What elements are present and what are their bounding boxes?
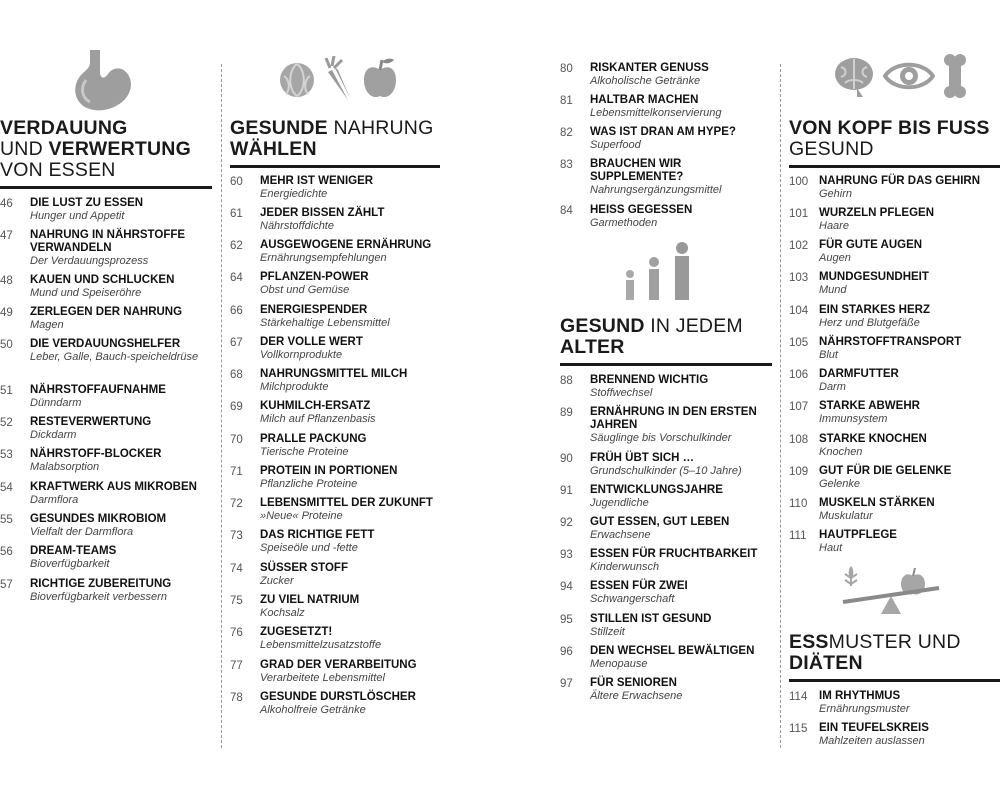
entry-title: NAHRUNGSMITTEL MILCH <box>260 368 408 380</box>
section-gesund-in-jedem-alter <box>560 0 772 800</box>
toc-entry <box>230 239 440 265</box>
toc-entry <box>230 465 440 491</box>
page-number: 67 <box>230 337 243 349</box>
entry-title: ERNÄHRUNG IN DEN ERSTEN JAHREN <box>590 406 757 431</box>
entry-title: FRÜH ÜBT SICH … <box>590 452 695 464</box>
entry-subtitle: Dünndarm <box>30 397 82 409</box>
entry-title: MUNDGESUNDHEIT <box>819 271 929 283</box>
entry-subtitle: Stoffwechsel <box>590 387 653 399</box>
section-icons <box>278 56 398 100</box>
entry-title: PRALLE PACKUNG <box>260 433 367 445</box>
entry-subtitle: Vielfalt der Darmflora <box>30 526 134 538</box>
page-number: 108 <box>789 434 809 446</box>
entry-title: GESUNDE DURSTLÖSCHER <box>260 691 416 703</box>
cabbage-icon <box>278 56 316 100</box>
page-number: 104 <box>789 305 809 317</box>
entry-title: SÜSSER STOFF <box>260 562 348 574</box>
page-number: 61 <box>230 208 243 220</box>
toc-entry <box>789 175 1000 201</box>
section-icons <box>833 54 967 98</box>
entry-subtitle: Nährstoffdichte <box>260 220 334 232</box>
toc-entry <box>230 529 440 555</box>
toc-entry <box>0 274 212 300</box>
page-number: 103 <box>789 272 809 284</box>
page-number: 53 <box>0 449 13 461</box>
toc-entry <box>560 580 772 606</box>
entry-title: HEISS GEGESSEN <box>590 204 693 216</box>
toc-entry <box>560 516 772 542</box>
entry-subtitle: Darmflora <box>30 494 79 506</box>
page-number: 94 <box>560 581 573 593</box>
page-number: 95 <box>560 614 573 626</box>
heading-rule <box>789 679 1000 682</box>
entry-subtitle: Bioverfügbarkeit <box>30 558 110 570</box>
entry-title: EIN STARKES HERZ <box>819 304 930 316</box>
entry-subtitle: Der Verdauungsprozess <box>30 255 149 267</box>
entry-title: ENTWICKLUNGSJAHRE <box>590 484 723 496</box>
page-number: 72 <box>230 498 243 510</box>
entry-title: GESUNDES MIKROBIOM <box>30 513 167 525</box>
entry-subtitle: Vollkornprodukte <box>260 349 343 361</box>
entry-title: NÄHRSTOFF-BLOCKER <box>30 448 162 460</box>
entry-title: NAHRUNG IN NÄHRSTOFFE VERWANDELN <box>30 229 186 254</box>
entry-title: STARKE KNOCHEN <box>819 433 927 445</box>
page-number: 77 <box>230 660 243 672</box>
toc-entry <box>789 497 1000 523</box>
page-number: 73 <box>230 530 243 542</box>
entry-title: JEDER BISSEN ZÄHLT <box>260 207 385 219</box>
toc-entry <box>560 94 772 120</box>
entry-title: PROTEIN IN PORTIONEN <box>260 465 398 477</box>
entry-subtitle: Schwangerschaft <box>590 593 675 605</box>
entry-title: BRAUCHEN WIR SUPPLEMENTE? <box>590 158 684 183</box>
heading-rule <box>560 363 772 366</box>
entry-title: HALTBAR MACHEN <box>590 94 699 106</box>
toc-entry <box>789 433 1000 459</box>
page-number: 51 <box>0 385 13 397</box>
entry-title: NAHRUNG FÜR DAS GEHIRN <box>819 175 980 187</box>
toc-entry <box>230 691 440 717</box>
toc-entry <box>560 548 772 574</box>
page-number: 93 <box>560 549 573 561</box>
page-number: 52 <box>0 417 13 429</box>
toc-entry <box>230 497 440 523</box>
page-number: 92 <box>560 517 573 529</box>
apple-icon <box>362 56 398 100</box>
page-number: 101 <box>789 208 809 220</box>
entry-subtitle: Ältere Erwachsene <box>590 690 683 702</box>
entry-title: STILLEN IST GESUND <box>590 613 712 625</box>
entry-title: MUSKELN STÄRKEN <box>819 497 935 509</box>
section-gesunde-nahrung <box>230 0 440 800</box>
entry-title: DREAM-TEAMS <box>30 545 117 557</box>
entry-subtitle: Milch auf Pflanzenbasis <box>260 413 376 425</box>
eye-icon <box>883 55 935 97</box>
entry-subtitle: Tierische Proteine <box>260 446 349 458</box>
toc-entry <box>789 368 1000 394</box>
page-number: 69 <box>230 401 243 413</box>
toc-entry <box>789 207 1000 233</box>
entry-subtitle: Obst und Gemüse <box>260 284 350 296</box>
section-heading: GESUND IN JEDEM ALTER <box>560 316 772 366</box>
page-number: 84 <box>560 205 573 217</box>
toc-entry <box>789 239 1000 265</box>
entry-title: RISKANTER GENUSS <box>590 62 709 74</box>
page-number: 100 <box>789 176 809 188</box>
entry-title: WAS IST DRAN AM HYPE? <box>590 126 736 138</box>
toc-entry <box>230 400 440 426</box>
toc-entry <box>789 304 1000 330</box>
entry-subtitle: Ernährungsempfehlungen <box>260 252 387 264</box>
entry-title: EIN TEUFELSKREIS <box>819 722 929 734</box>
entry-subtitle: Hunger und Appetit <box>30 210 125 222</box>
page-number: 90 <box>560 453 573 465</box>
toc-entry <box>230 659 440 685</box>
section-icons <box>620 242 700 300</box>
entry-subtitle: Superfood <box>590 139 641 151</box>
toc-entry <box>560 374 772 400</box>
toc-entry <box>230 562 440 588</box>
entry-subtitle: Lebensmittelkonservierung <box>590 107 722 119</box>
entry-subtitle: Bioverfügbarkeit verbessern <box>30 591 167 603</box>
toc-entry <box>789 336 1000 362</box>
page-number: 54 <box>0 482 13 494</box>
entry-subtitle: Zucker <box>260 575 294 587</box>
page-number: 81 <box>560 95 573 107</box>
toc-entry <box>789 271 1000 297</box>
entry-title: BRENNEND WICHTIG <box>590 374 709 386</box>
entry-subtitle: Darm <box>819 381 846 393</box>
page-number: 47 <box>0 230 13 242</box>
entry-title: MEHR IST WENIGER <box>260 175 374 187</box>
toc-entry <box>789 722 1000 748</box>
toc-entry <box>230 433 440 459</box>
entry-subtitle: Säuglinge bis Vorschulkinder <box>590 432 732 444</box>
page-number: 89 <box>560 407 573 419</box>
section-verdauung <box>0 0 212 800</box>
page-number: 88 <box>560 375 573 387</box>
entry-subtitle: Immunsystem <box>819 413 888 425</box>
section-heading: VON KOPF BIS FUSS GESUND <box>789 118 1000 168</box>
entry-subtitle: Grundschulkinder (5–10 Jahre) <box>590 465 742 477</box>
entry-subtitle: Speiseöle und -fette <box>260 542 358 554</box>
toc-entry <box>0 481 212 507</box>
entry-title: DEN WECHSEL BEWÄLTIGEN <box>590 645 755 657</box>
page-number: 66 <box>230 305 243 317</box>
entry-title: ZUGESETZT! <box>260 626 333 638</box>
entry-title: KRAFTWERK AUS MIKROBEN <box>30 481 197 493</box>
entry-subtitle: Kinderwunsch <box>590 561 660 573</box>
page-number: 48 <box>0 275 13 287</box>
brain-icon <box>833 55 875 97</box>
entry-subtitle: Verarbeitete Lebensmittel <box>260 672 385 684</box>
entry-title: PFLANZEN-POWER <box>260 271 369 283</box>
entry-subtitle: Kochsalz <box>260 607 305 619</box>
page-number: 105 <box>789 337 809 349</box>
entry-subtitle: Dickdarm <box>30 429 77 441</box>
entry-subtitle: Stillzeit <box>590 626 625 638</box>
entry-subtitle: Menopause <box>590 658 648 670</box>
entry-subtitle: Energiedichte <box>260 188 328 200</box>
page-number: 106 <box>789 369 809 381</box>
page-number: 56 <box>0 546 13 558</box>
page-number: 76 <box>230 627 243 639</box>
entry-subtitle: Ernährungsmuster <box>819 703 910 715</box>
entry-subtitle: Blut <box>819 349 838 361</box>
entry-subtitle: Knochen <box>819 446 863 458</box>
toc-entry <box>789 465 1000 491</box>
entry-title: ZU VIEL NATRIUM <box>260 594 360 606</box>
toc-entry <box>0 448 212 474</box>
section-heading: GESUNDE NAHRUNG WÄHLEN <box>230 118 440 168</box>
page-number: 55 <box>0 514 13 526</box>
entry-subtitle: Milchprodukte <box>260 381 329 393</box>
page-number: 102 <box>789 240 809 252</box>
entry-subtitle: Mund <box>819 284 847 296</box>
toc-entry <box>0 513 212 539</box>
entry-title: ESSEN FÜR FRUCHTBARKEIT <box>590 548 758 560</box>
entry-title: IM RHYTHMUS <box>819 690 901 702</box>
section-icons <box>841 566 941 616</box>
entry-subtitle: Muskulatur <box>819 510 873 522</box>
toc-entry <box>560 613 772 639</box>
entry-subtitle: Mahlzeiten auslassen <box>819 735 925 747</box>
page-number: 109 <box>789 466 809 478</box>
entry-title: KUHMILCH-ERSATZ <box>260 400 371 412</box>
toc-entry <box>560 126 772 152</box>
page-number: 114 <box>789 691 808 703</box>
toc-entry <box>230 336 440 362</box>
bone-icon <box>943 54 967 98</box>
entry-title: WURZELN PFLEGEN <box>819 207 934 219</box>
page-number: 46 <box>0 198 13 210</box>
entry-title: RICHTIGE ZUBEREITUNG <box>30 578 172 590</box>
entry-subtitle: Haut <box>819 542 843 554</box>
page-number: 111 <box>789 530 807 542</box>
page-number: 97 <box>560 678 573 690</box>
page-number: 96 <box>560 646 573 658</box>
toc-entry <box>560 677 772 703</box>
entry-subtitle: Gelenke <box>819 478 860 490</box>
entry-title: LEBENSMITTEL DER ZUKUNFT <box>260 497 433 509</box>
people-ages-icon <box>620 242 700 300</box>
entry-title: NÄHRSTOFFAUFNAHME <box>30 384 166 396</box>
page-number: 83 <box>560 159 573 171</box>
page-number: 107 <box>789 401 809 413</box>
toc-entry <box>230 175 440 201</box>
page-number: 70 <box>230 434 243 446</box>
entry-title: GUT FÜR DIE GELENKE <box>819 465 952 477</box>
toc-entry <box>560 484 772 510</box>
heading-rule <box>789 165 1000 168</box>
page-number: 110 <box>789 498 808 510</box>
entry-subtitle: Leber, Galle, Bauch-speicheldrüse <box>30 351 199 363</box>
page-number: 57 <box>0 579 13 591</box>
toc-entry <box>0 229 212 268</box>
page-number: 62 <box>230 240 243 252</box>
toc-entry <box>789 529 1000 555</box>
toc-entry <box>560 645 772 671</box>
page-number: 64 <box>230 272 243 284</box>
toc-entry <box>230 368 440 394</box>
entry-subtitle: Nahrungsergänzungsmittel <box>590 184 722 196</box>
toc-entry <box>789 400 1000 426</box>
page-number: 91 <box>560 485 573 497</box>
page-number: 71 <box>230 466 243 478</box>
entry-title: ESSEN FÜR ZWEI <box>590 580 688 592</box>
section-von-kopf-bis-fuss <box>789 0 1000 800</box>
entry-subtitle: Pflanzliche Proteine <box>260 478 358 490</box>
toc-entry <box>230 626 440 652</box>
toc-entry <box>0 306 212 332</box>
entry-subtitle: Erwachsene <box>590 529 651 541</box>
entry-subtitle: Alkoholfreie Getränke <box>260 704 366 716</box>
section-icons <box>66 50 136 112</box>
entry-title: DIE VERDAUUNGSHELFER <box>30 338 181 350</box>
toc-entry <box>230 304 440 330</box>
entry-title: FÜR SENIOREN <box>590 677 677 689</box>
entry-title: STARKE ABWEHR <box>819 400 920 412</box>
entry-subtitle: Herz und Blutgefäße <box>819 317 920 329</box>
toc-entry <box>0 197 212 223</box>
entry-title: GUT ESSEN, GUT LEBEN <box>590 516 730 528</box>
entry-title: FÜR GUTE AUGEN <box>819 239 923 251</box>
entry-subtitle: Stärkehaltige Lebensmittel <box>260 317 390 329</box>
page-number: 74 <box>230 563 243 575</box>
entry-title: NÄHRSTOFFTRANSPORT <box>819 336 962 348</box>
entry-title: DAS RICHTIGE FETT <box>260 529 375 541</box>
page-number: 68 <box>230 369 243 381</box>
toc-entry <box>560 406 772 445</box>
toc-entry <box>560 204 772 230</box>
entry-title: ENERGIESPENDER <box>260 304 368 316</box>
entry-title: GRAD DER VERARBEITUNG <box>260 659 417 671</box>
toc-entry <box>230 594 440 620</box>
toc-entry <box>0 338 212 364</box>
page-number: 60 <box>230 176 243 188</box>
entry-title: HAUTPFLEGE <box>819 529 897 541</box>
toc-entry <box>0 578 212 604</box>
stomach-icon <box>66 50 136 112</box>
page-number: 50 <box>0 339 13 351</box>
entry-title: RESTEVERWERTUNG <box>30 416 152 428</box>
section-heading: VERDAUUNG UND VERWERTUNG VON ESSEN <box>0 118 212 189</box>
entry-subtitle: Magen <box>30 319 64 331</box>
toc-entry <box>230 271 440 297</box>
entry-title: DER VOLLE WERT <box>260 336 363 348</box>
entry-title: DIE LUST ZU ESSEN <box>30 197 144 209</box>
entry-subtitle: »Neue« Proteine <box>260 510 343 522</box>
entry-subtitle: Gehirn <box>819 188 853 200</box>
toc-entry <box>789 690 1000 716</box>
entry-subtitle: Malabsorption <box>30 461 100 473</box>
page-number: 75 <box>230 595 243 607</box>
page-number: 49 <box>0 307 13 319</box>
page-number: 80 <box>560 63 573 75</box>
scale-balance-icon <box>841 566 941 616</box>
entry-title: ZERLEGEN DER NAHRUNG <box>30 306 183 318</box>
column-divider <box>780 64 781 748</box>
toc-entry <box>230 207 440 233</box>
entry-title: KAUEN UND SCHLUCKEN <box>30 274 175 286</box>
page-number: 115 <box>789 723 808 735</box>
entry-subtitle: Garmethoden <box>590 217 658 229</box>
section-heading: ESSMUSTER UND DIÄTEN <box>789 632 1000 682</box>
toc-entry <box>560 158 772 197</box>
entry-subtitle: Alkoholische Getränke <box>590 75 701 87</box>
toc-entry <box>560 62 772 88</box>
toc-entry <box>560 452 772 478</box>
entry-subtitle: Lebensmittelzusatzstoffe <box>260 639 382 651</box>
entry-subtitle: Jugendliche <box>590 497 649 509</box>
page-number: 78 <box>230 692 243 704</box>
entry-subtitle: Augen <box>819 252 851 264</box>
entry-title: AUSGEWOGENE ERNÄHRUNG <box>260 239 432 251</box>
entry-subtitle: Haare <box>819 220 849 232</box>
heading-rule <box>230 165 440 168</box>
page-number: 82 <box>560 127 573 139</box>
toc-entry <box>0 545 212 571</box>
toc-entry <box>0 384 212 410</box>
entry-subtitle: Mund und Speiseröhre <box>30 287 142 299</box>
carrot-icon <box>324 56 354 100</box>
toc-entry <box>0 416 212 442</box>
heading-rule <box>0 186 212 189</box>
column-divider <box>221 64 222 748</box>
entry-title: DARMFUTTER <box>819 368 899 380</box>
